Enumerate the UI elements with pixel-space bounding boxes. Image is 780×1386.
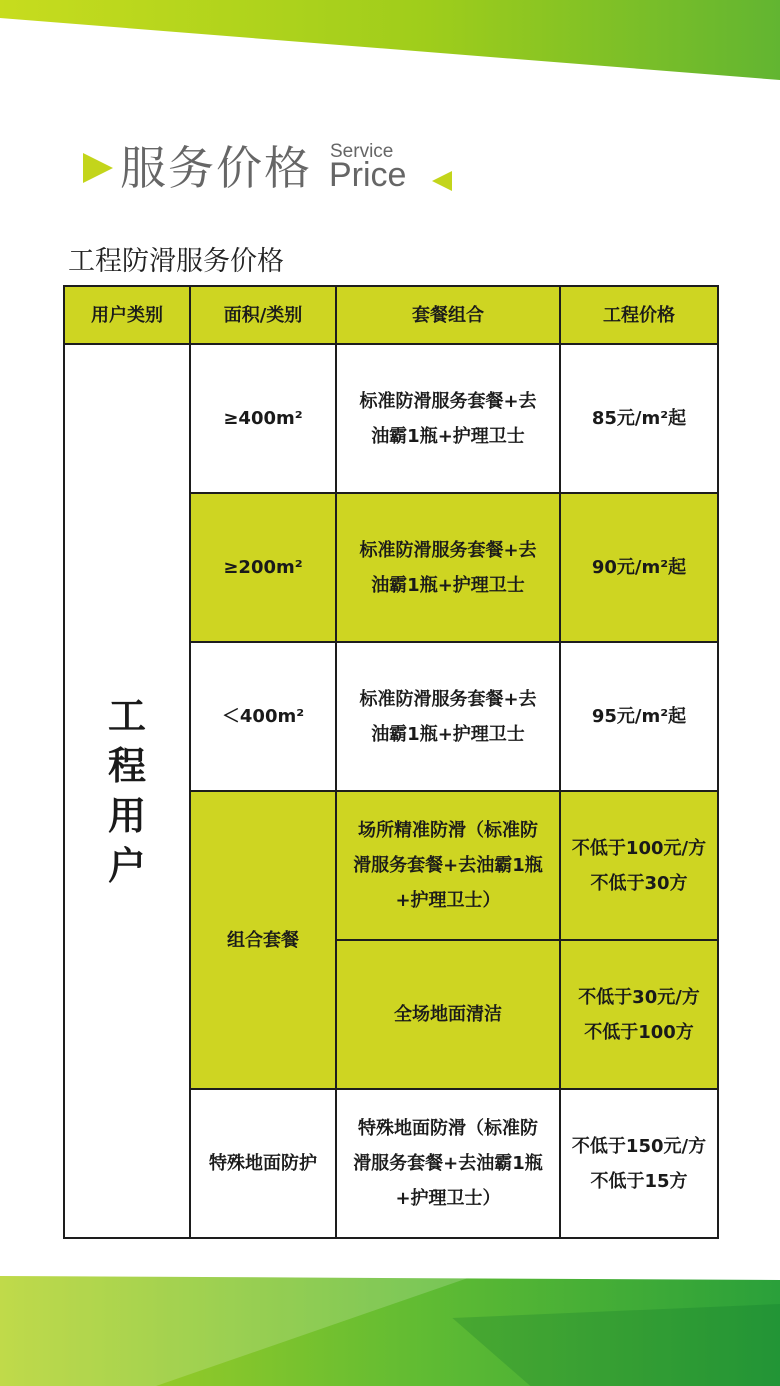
arrow-left-icon — [432, 171, 452, 191]
package-line: 标准防滑服务套餐+去 — [359, 539, 537, 561]
package-line: +护理卫士） — [395, 890, 501, 911]
price-line: 不低于30元/方 — [578, 986, 700, 1008]
header-package: 套餐组合 — [336, 286, 560, 344]
top-decorative-band — [0, 0, 780, 80]
package-line: 标准防滑服务套餐+去 — [359, 390, 537, 412]
price-line: 不低于150元/方 — [571, 1135, 707, 1157]
area-cell: 特殊地面防护 — [190, 1089, 336, 1238]
header-user-type: 用户类别 — [64, 286, 190, 344]
table-title: 工程防滑服务价格 — [68, 246, 284, 277]
area-cell: ＜400m² — [190, 642, 336, 791]
user-type-label: 工程用户 — [107, 694, 146, 888]
package-line: +护理卫士） — [395, 1188, 501, 1209]
table-header-row — [64, 286, 718, 344]
price-table — [63, 285, 719, 1239]
header-price: 工程价格 — [560, 286, 718, 344]
package-cell — [336, 493, 560, 642]
package-line: 油霸1瓶+护理卫士 — [371, 425, 525, 447]
table-row — [64, 344, 718, 493]
price-line: 不低于100方 — [584, 1021, 694, 1043]
package-line: 油霸1瓶+护理卫士 — [371, 723, 525, 745]
price-cell: 85元/m²起 — [560, 344, 718, 493]
package-cell — [336, 791, 560, 940]
package-cell — [336, 1089, 560, 1238]
header-area-category: 面积/类别 — [190, 286, 336, 344]
price-cell — [560, 1089, 718, 1238]
area-cell: 组合套餐 — [190, 791, 336, 1089]
package-cell — [336, 344, 560, 493]
package-cell: 全场地面清洁 — [336, 940, 560, 1089]
price-cell: 90元/m²起 — [560, 493, 718, 642]
package-line: 滑服务套餐+去油霸1瓶 — [353, 1153, 543, 1174]
area-cell: ≥200m² — [190, 493, 336, 642]
heading-english-large: Price — [329, 156, 407, 194]
package-line: 特殊地面防滑（标准防 — [357, 1118, 538, 1139]
area-cell: ≥400m² — [190, 344, 336, 493]
arrow-right-icon — [83, 153, 113, 183]
package-line: 滑服务套餐+去油霸1瓶 — [353, 855, 543, 876]
price-cell — [560, 791, 718, 940]
heading-english-small: Service — [330, 141, 394, 162]
package-line: 油霸1瓶+护理卫士 — [371, 574, 525, 596]
price-line: 不低于30方 — [590, 872, 688, 894]
price-line: 不低于15方 — [590, 1170, 688, 1192]
heading-chinese: 服务价格 — [120, 141, 312, 195]
package-line: 标准防滑服务套餐+去 — [359, 688, 537, 710]
package-line: 场所精准防滑（标准防 — [357, 820, 538, 841]
price-line: 不低于100元/方 — [571, 837, 707, 859]
package-cell — [336, 642, 560, 791]
price-cell — [560, 940, 718, 1089]
user-type-cell — [64, 344, 190, 1238]
price-cell: 95元/m²起 — [560, 642, 718, 791]
